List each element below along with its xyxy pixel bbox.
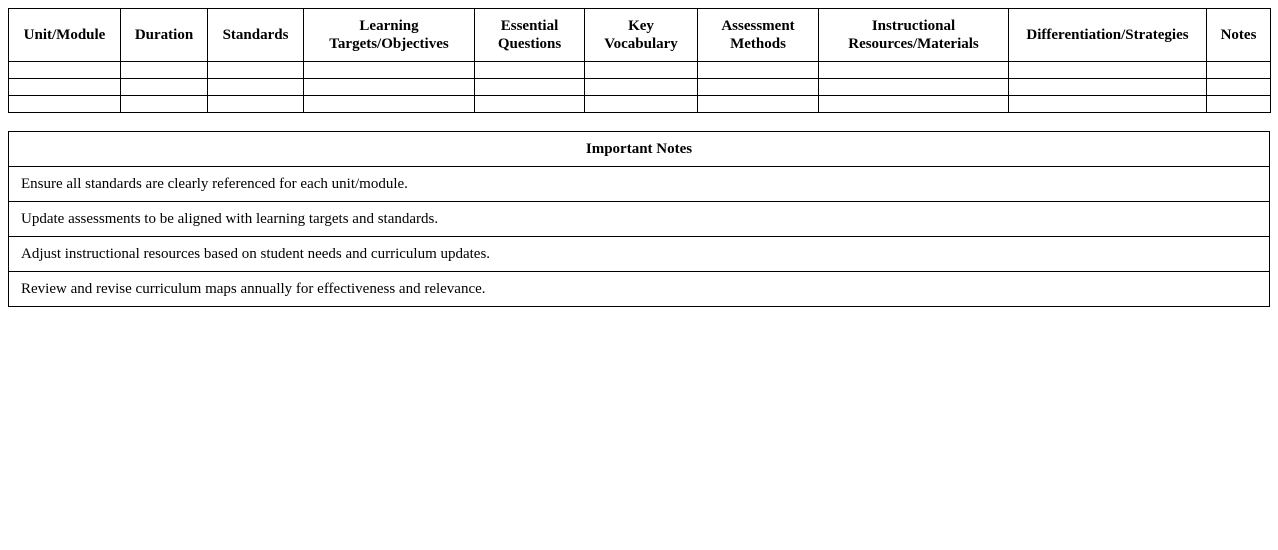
table-cell[interactable] <box>1009 62 1207 79</box>
header-instructional-resources: Instructional Resources/Materials <box>819 9 1009 62</box>
table-cell[interactable] <box>475 79 585 96</box>
note-item: Review and revise curriculum maps annually for effectiveness and relevance. <box>9 272 1270 307</box>
header-learning-targets: Learning Targets/Objectives <box>304 9 475 62</box>
header-duration: Duration <box>121 9 208 62</box>
table-cell[interactable] <box>1207 79 1271 96</box>
header-essential-questions: Essential Questions <box>475 9 585 62</box>
table-cell[interactable] <box>475 62 585 79</box>
header-assessment-methods: Assessment Methods <box>698 9 819 62</box>
table-cell[interactable] <box>121 79 208 96</box>
table-cell[interactable] <box>819 79 1009 96</box>
table-cell[interactable] <box>121 62 208 79</box>
table-cell[interactable] <box>585 96 698 113</box>
table-cell[interactable] <box>585 62 698 79</box>
table-cell[interactable] <box>304 96 475 113</box>
list-item <box>9 272 1270 307</box>
table-row <box>9 79 1271 96</box>
table-cell[interactable] <box>9 96 121 113</box>
table-cell[interactable] <box>1009 96 1207 113</box>
note-item: Ensure all standards are clearly referenced for each unit/module. <box>9 167 1270 202</box>
list-item <box>9 202 1270 237</box>
note-item: Adjust instructional resources based on student needs and curriculum updates. <box>9 237 1270 272</box>
important-notes-table <box>8 131 1270 307</box>
table-cell[interactable] <box>1207 62 1271 79</box>
header-differentiation-strategies: Differentiation/Strategies <box>1009 9 1207 62</box>
table-row <box>9 62 1271 79</box>
header-unit-module: Unit/Module <box>9 9 121 62</box>
table-cell[interactable] <box>475 96 585 113</box>
table-cell[interactable] <box>1207 96 1271 113</box>
list-item <box>9 167 1270 202</box>
table-cell[interactable] <box>819 96 1009 113</box>
table-cell[interactable] <box>208 62 304 79</box>
table-cell[interactable] <box>9 79 121 96</box>
table-cell[interactable] <box>304 79 475 96</box>
header-row <box>9 9 1271 62</box>
table-cell[interactable] <box>208 96 304 113</box>
notes-header-row <box>9 132 1270 167</box>
table-cell[interactable] <box>698 62 819 79</box>
header-key-vocabulary: Key Vocabulary <box>585 9 698 62</box>
table-cell[interactable] <box>698 96 819 113</box>
header-notes: Notes <box>1207 9 1271 62</box>
table-cell[interactable] <box>1009 79 1207 96</box>
table-cell[interactable] <box>121 96 208 113</box>
table-cell[interactable] <box>819 62 1009 79</box>
header-standards: Standards <box>208 9 304 62</box>
note-item: Update assessments to be aligned with learning targets and standards. <box>9 202 1270 237</box>
table-cell[interactable] <box>9 62 121 79</box>
table-cell[interactable] <box>585 79 698 96</box>
curriculum-map-table <box>8 8 1271 113</box>
table-cell[interactable] <box>208 79 304 96</box>
list-item <box>9 237 1270 272</box>
table-cell[interactable] <box>304 62 475 79</box>
notes-title: Important Notes <box>9 132 1270 167</box>
table-cell[interactable] <box>698 79 819 96</box>
table-row <box>9 96 1271 113</box>
